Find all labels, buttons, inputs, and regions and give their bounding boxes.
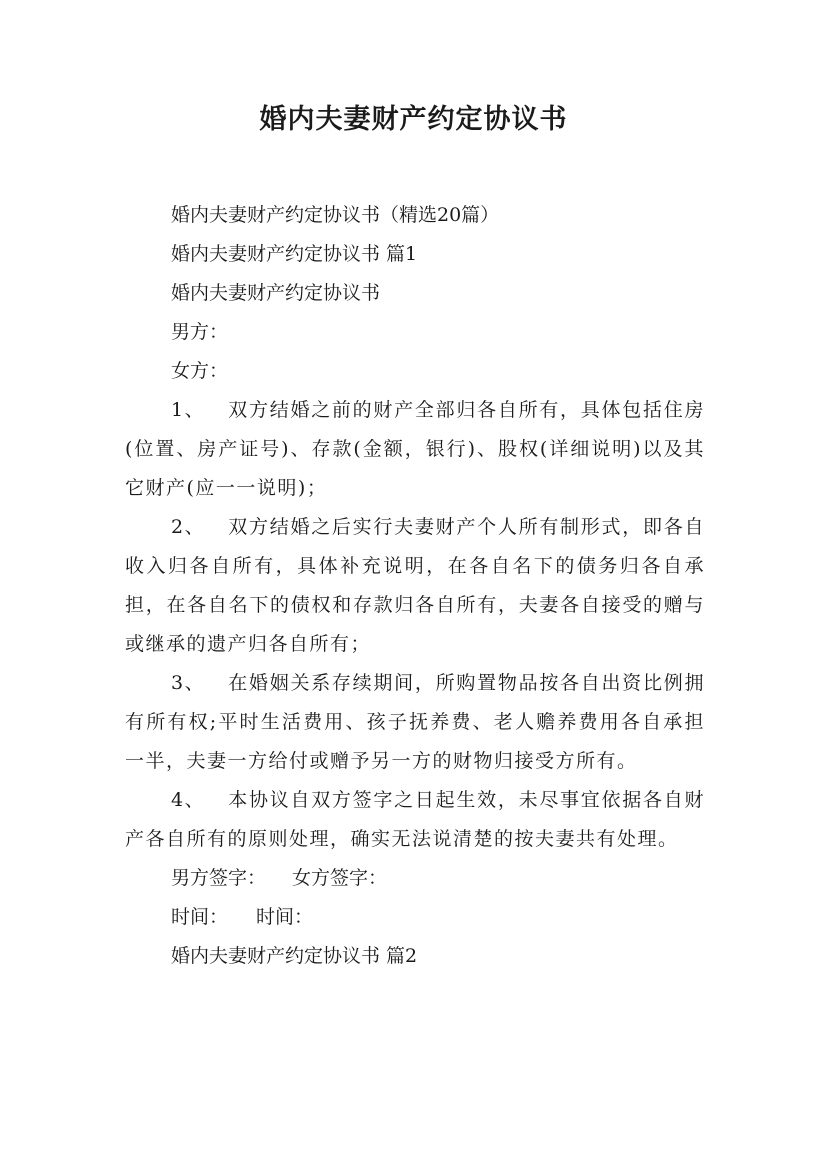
section-heading-1: 婚内夫妻财产约定协议书 篇1 [171,243,418,265]
clause-number: 4、 [171,789,206,811]
clause-4 [125,781,705,859]
document-title: 婚内夫妻财产约定协议书 [259,104,568,135]
document-subtitle: 婚内夫妻财产约定协议书（精选20篇） [171,204,500,226]
clause-text: 双方结婚之后实行夫妻财产个人所有制形式，即各自收入归各自所有，具体补充说明，在各自名下的债务归各自承担，在各自名下的债权和存款归各自所有，夫妻各自接受的赠与或继承的遗产归各自所有； [125,516,705,655]
clause-number: 2、 [171,516,206,538]
clause-text: 双方结婚之前的财产全部归各自所有，具体包括住房(位置、房产证号)、存款(金额，银行)、股权(详细说明)以及其它财产(应一一说明)； [125,399,705,499]
agreement-title: 婚内夫妻财产约定协议书 [171,282,381,304]
clause-1 [125,391,705,508]
document-body [125,196,705,976]
female-signature-label: 女方签字： [292,867,388,889]
time-line [125,898,705,937]
female-time-label: 时间： [256,906,314,928]
clause-number: 1、 [171,399,206,421]
signature-line [125,859,705,898]
clause-number: 3、 [171,672,206,694]
female-party-label: 女方： [171,360,229,382]
clause-2 [125,508,705,664]
clause-text: 本协议自双方签字之日起生效，未尽事宜依据各自财产各自所有的原则处理，确实无法说清楚的按夫妻共有处理。 [125,789,705,850]
male-signature-label: 男方签字： [171,867,267,889]
section-heading-2: 婚内夫妻财产约定协议书 篇2 [171,945,418,967]
male-party-label: 男方： [171,321,229,343]
male-time-label: 时间： [171,906,229,928]
clause-text: 在婚姻关系存续期间，所购置物品按各自出资比例拥有所有权;平时生活费用、孩子抚养费、老人赡养费用各自承担一半，夫妻一方给付或赠予另一方的财物归接受方所有。 [125,672,705,772]
clause-3 [125,664,705,781]
